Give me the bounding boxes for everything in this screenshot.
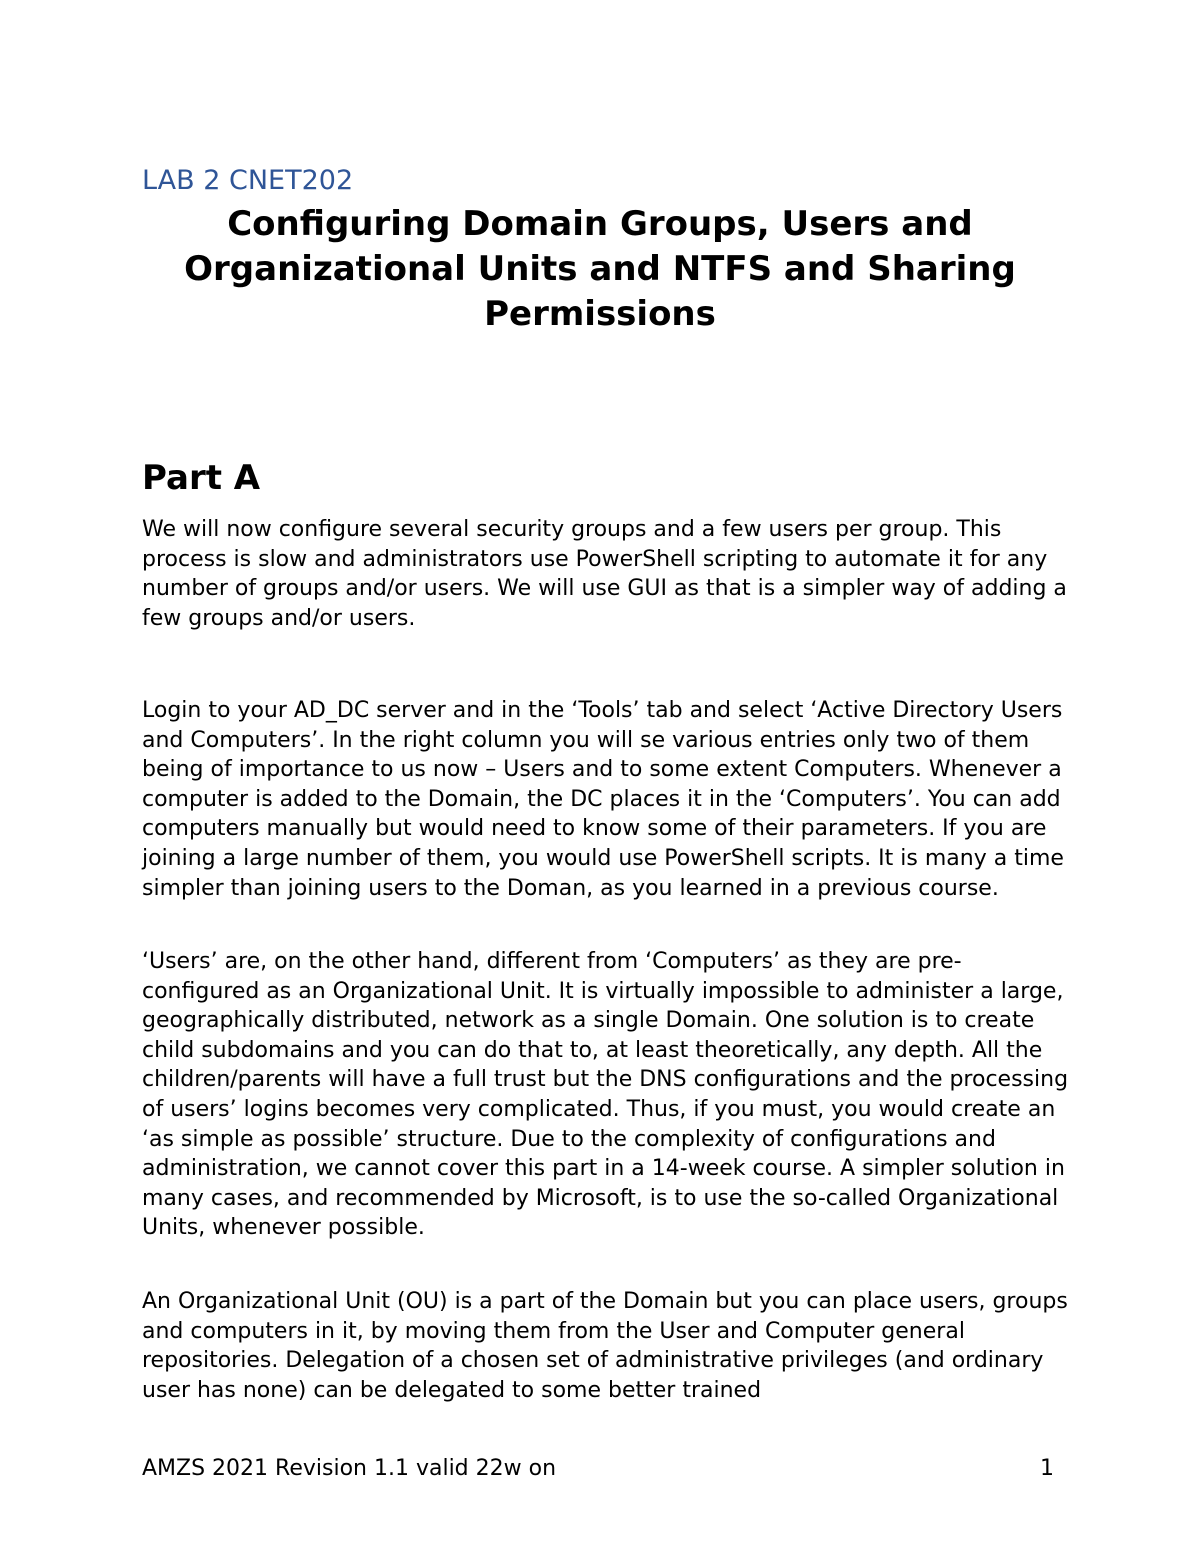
section-heading-part-a: Part A bbox=[142, 458, 261, 498]
paragraph-ou: An Organizational Unit (OU) is a part of the Domain but you can place users, groups and computers in it, by moving them from the User and Computer general repositories. Delegation of a chosen set of administrative privileges (and ordinary user has none) can be delegated to some better trained bbox=[142, 1289, 1068, 1403]
paragraph-users: ‘Users’ are, on the other hand, different from ‘Computers’ as they are pre-configured as an Organizational Unit. It is virtually impossible to administer a large, geographically distributed, network as a single Domain. One solution is to create child subdomains and you can do that to, at least theoretically, any depth. All the children/parents will have a full trust but the DNS configurations and the processing of users’ logins becomes very complicated. Thus, if you must, you would create an ‘as simple as possible’ structure. Due to the complexity of configurations and administration, we cannot cover this part in a 14-week course. A simpler solution in many cases, and recommended by Microsoft, is to use the so-called Organizational Units, whenever possible. bbox=[142, 949, 1069, 1241]
lab-label: LAB 2 CNET202 bbox=[142, 165, 354, 196]
document-title: Configuring Domain Groups, Users and Organizational Units and NTFS and Sharing Permissions bbox=[184, 204, 1016, 334]
paragraph-intro: We will now configure several security groups and a few users per group. This process is slow and administrators use PowerShell scripting to automate it for any number of groups and/or users. We will use GUI as that is a simpler way of adding a few groups and/or users. bbox=[142, 517, 1067, 631]
paragraph-login: Login to your AD_DC server and in the ‘Tools’ tab and select ‘Active Directory Users and Computers’. In the right column you will se various entries only two of them being of importance to us now – Users and to some extent Computers. Whenever a computer is added to the Domain, the DC places it in the ‘Computers’. You can add computers manually but would need to know some of their parameters. If you are joining a large number of them, you would use PowerShell scripts. It is many a time simpler than joining users to the Doman, as you learned in a previous course. bbox=[142, 698, 1064, 901]
footer-revision: AMZS 2021 Revision 1.1 valid 22w on bbox=[142, 1456, 557, 1481]
footer-page-number: 1 bbox=[1040, 1456, 1054, 1481]
